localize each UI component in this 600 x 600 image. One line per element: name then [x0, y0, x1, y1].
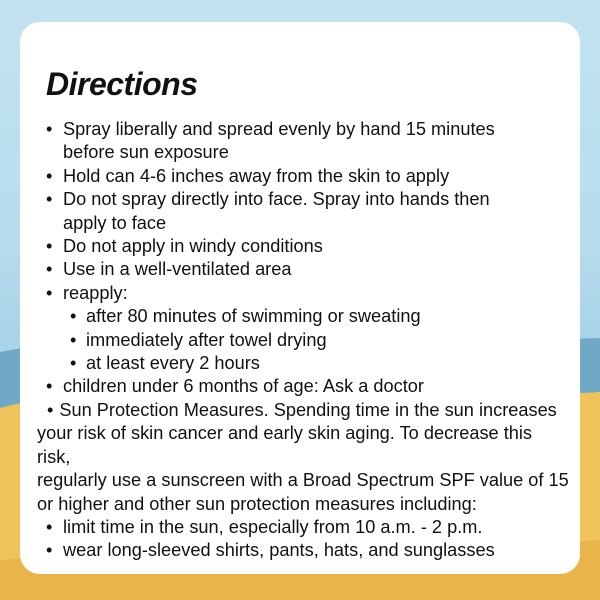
list-item: • Do not apply in windy conditions — [0, 235, 580, 258]
bullet-icon: • — [46, 259, 53, 280]
bullet-icon: • — [46, 236, 53, 257]
list-item-reapply: • reapply: — [0, 282, 580, 305]
measure-item: • limit time in the sun, especially from 10 a.m. - 2 p.m. — [0, 516, 580, 539]
list-item: • Use in a well-ventilated area — [0, 258, 580, 281]
bullet-icon: • — [70, 353, 77, 374]
bullet-icon: • — [46, 282, 53, 303]
bullet-icon: • — [47, 399, 54, 420]
directions-heading: Directions — [46, 66, 198, 102]
bullet-icon: • — [46, 119, 53, 139]
directions-list — [0, 118, 580, 563]
list-item-children: • children under 6 months of age: Ask a doctor — [0, 375, 580, 398]
sub-list-item: • immediately after towel drying — [0, 329, 580, 352]
sub-list-item: • after 80 minutes of swimming or sweating — [0, 305, 580, 328]
bullet-icon: • — [46, 376, 53, 397]
sun-protection-title: Sun Protection Measures. — [59, 399, 269, 420]
bullet-icon: • — [46, 540, 53, 561]
list-item: • Spray liberally and spread evenly by hand 15 minutes before sun exposure — [46, 119, 495, 163]
bullet-icon: • — [46, 189, 53, 210]
bullet-icon: • — [70, 306, 77, 327]
bullet-icon: • — [46, 516, 53, 537]
list-item: • Do not spray directly into face. Spray into hands then apply to face — [46, 189, 490, 233]
bullet-icon: • — [70, 329, 77, 350]
sub-list-item: • at least every 2 hours — [0, 352, 580, 375]
measure-item: • wear long-sleeved shirts, pants, hats, and sunglasses — [0, 539, 580, 562]
bullet-icon: • — [46, 165, 53, 186]
sun-protection-paragraph: • Sun Protection Measures. Spending time in the sun increases your risk of skin cancer and early skin aging. To decrease this risk, regularly use a sunscreen with a Broad Spectrum SPF value of 15 or higher and other sun protection measures including: — [37, 399, 569, 514]
list-item: • Hold can 4-6 inches away from the skin to apply — [0, 165, 580, 188]
